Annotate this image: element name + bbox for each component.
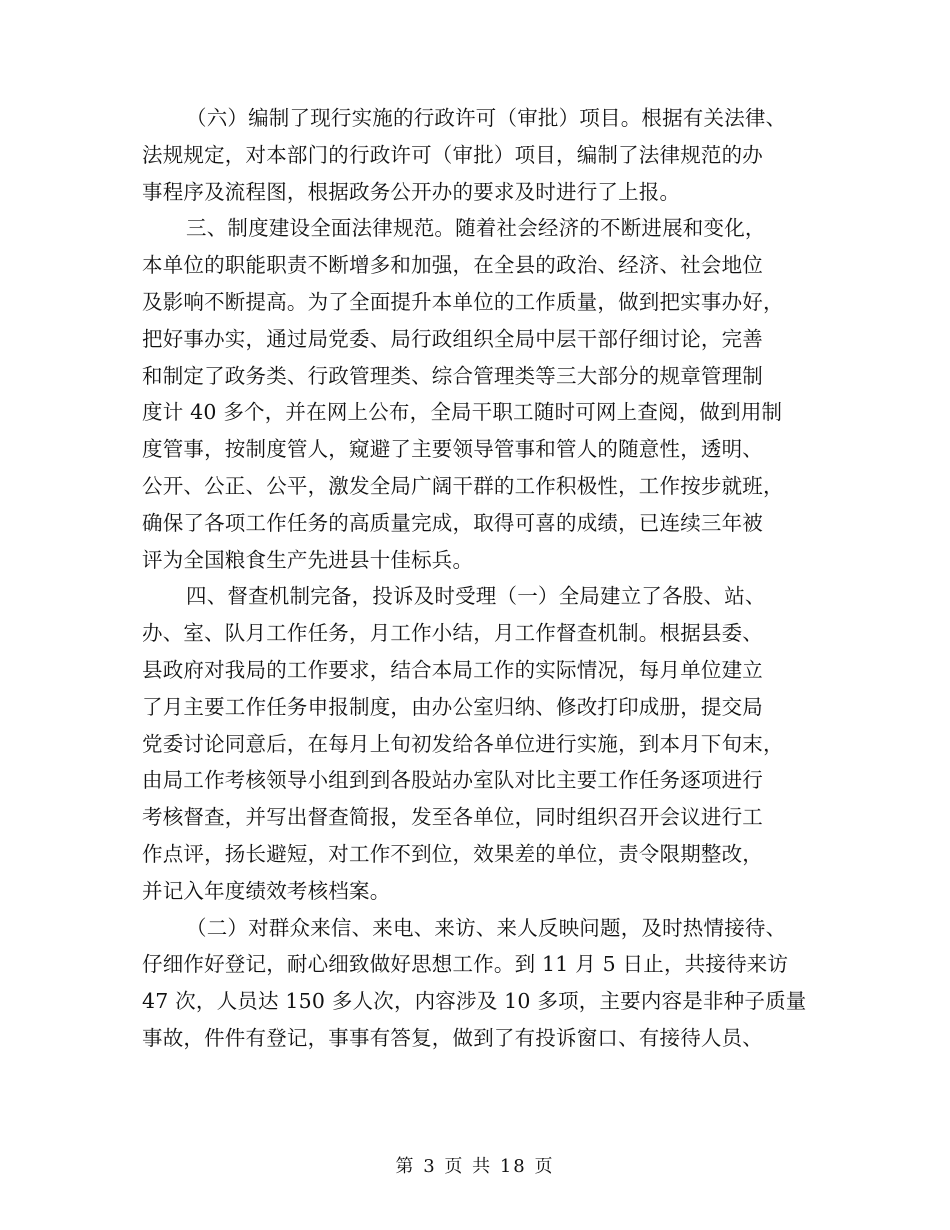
text-line: 并记入年度绩效考核档案。 bbox=[142, 878, 391, 903]
document-body bbox=[142, 100, 810, 1057]
text-line: 评为全国粮食生产先进县十佳标兵。 bbox=[142, 547, 474, 572]
text-line: 度管事，按制度管人，窥避了主要领导管事和管人的随意性，透明、 bbox=[142, 437, 763, 462]
text-line: 作点评，扬长避短，对工作不到位，效果差的单位，责令限期整改， bbox=[142, 841, 763, 866]
paragraph-system-construction bbox=[142, 210, 810, 578]
text-line: 和制定了政务类、行政管理类、综合管理类等三大部分的规章管理制 bbox=[142, 363, 763, 388]
text-line: 法规规定，对本部门的行政许可（审批）项目，编制了法律规范的办 bbox=[142, 142, 763, 167]
text-line: 办、室、队月工作任务，月工作小结，月工作督查机制。根据县委、 bbox=[142, 621, 763, 646]
text-line: 四、督查机制完备，投诉及时受理（一）全局建立了各股、站、 bbox=[186, 584, 766, 609]
text-line: 三、制度建设全面法律规范。随着社会经济的不断进展和变化， bbox=[186, 216, 766, 241]
text-line: 度计 40 多个，并在网上公布，全局干职工随时可网上查阅，做到用制 bbox=[142, 400, 783, 425]
text-line: 由局工作考核领导小组到到各股站办室队对比主要工作任务逐项进行 bbox=[142, 768, 763, 793]
paragraph-public-complaints bbox=[142, 910, 810, 1057]
text-line: 47 次，人员达 150 多人次，内容涉及 10 多项，主要内容是非种子质量 bbox=[142, 989, 807, 1014]
text-line: （二）对群众来信、来电、来访、来人反映问题，及时热情接待、 bbox=[186, 915, 787, 940]
text-line: 党委讨论同意后，在每月上旬初发给各单位进行实施，到本月下旬末， bbox=[142, 731, 784, 756]
text-line: 确保了各项工作任务的高质量完成，取得可喜的成绩，已连续三年被 bbox=[142, 510, 763, 535]
text-line: 仔细作好登记，耐心细致做好思想工作。到 11 月 5 日止，共接待来访 bbox=[142, 952, 789, 977]
text-line: 把好事办实，通过局党委、局行政组织全局中层干部仔细讨论，完善 bbox=[142, 326, 763, 351]
paragraph-supervision-mechanism bbox=[142, 578, 810, 909]
page-number-footer: 第 3 页 共 18 页 bbox=[395, 1156, 555, 1177]
text-line: 公开、公正、公平，激发全局广阔干群的工作积极性，工作按步就班， bbox=[142, 473, 784, 498]
text-line: 事故，件件有登记，事事有答复，做到了有投诉窗口、有接待人员、 bbox=[142, 1025, 763, 1050]
text-line: 事程序及流程图，根据政务公开办的要求及时进行了上报。 bbox=[142, 179, 681, 204]
text-line: 及影响不断提高。为了全面提升本单位的工作质量，做到把实事办好， bbox=[142, 289, 784, 314]
text-line: （六）编制了现行实施的行政许可（审批）项目。根据有关法律、 bbox=[186, 106, 787, 130]
text-line: 本单位的职能职责不断增多和加强，在全县的政治、经济、社会地位 bbox=[142, 253, 763, 278]
text-line: 县政府对我局的工作要求，结合本局工作的实际情况，每月单位建立 bbox=[142, 657, 763, 682]
text-line: 考核督查，并写出督查简报，发至各单位，同时组织召开会议进行工 bbox=[142, 805, 763, 830]
text-line: 了月主要工作任务申报制度，由办公室归纳、修改打印成册，提交局 bbox=[142, 694, 763, 719]
paragraph-administrative-permits bbox=[142, 100, 810, 210]
